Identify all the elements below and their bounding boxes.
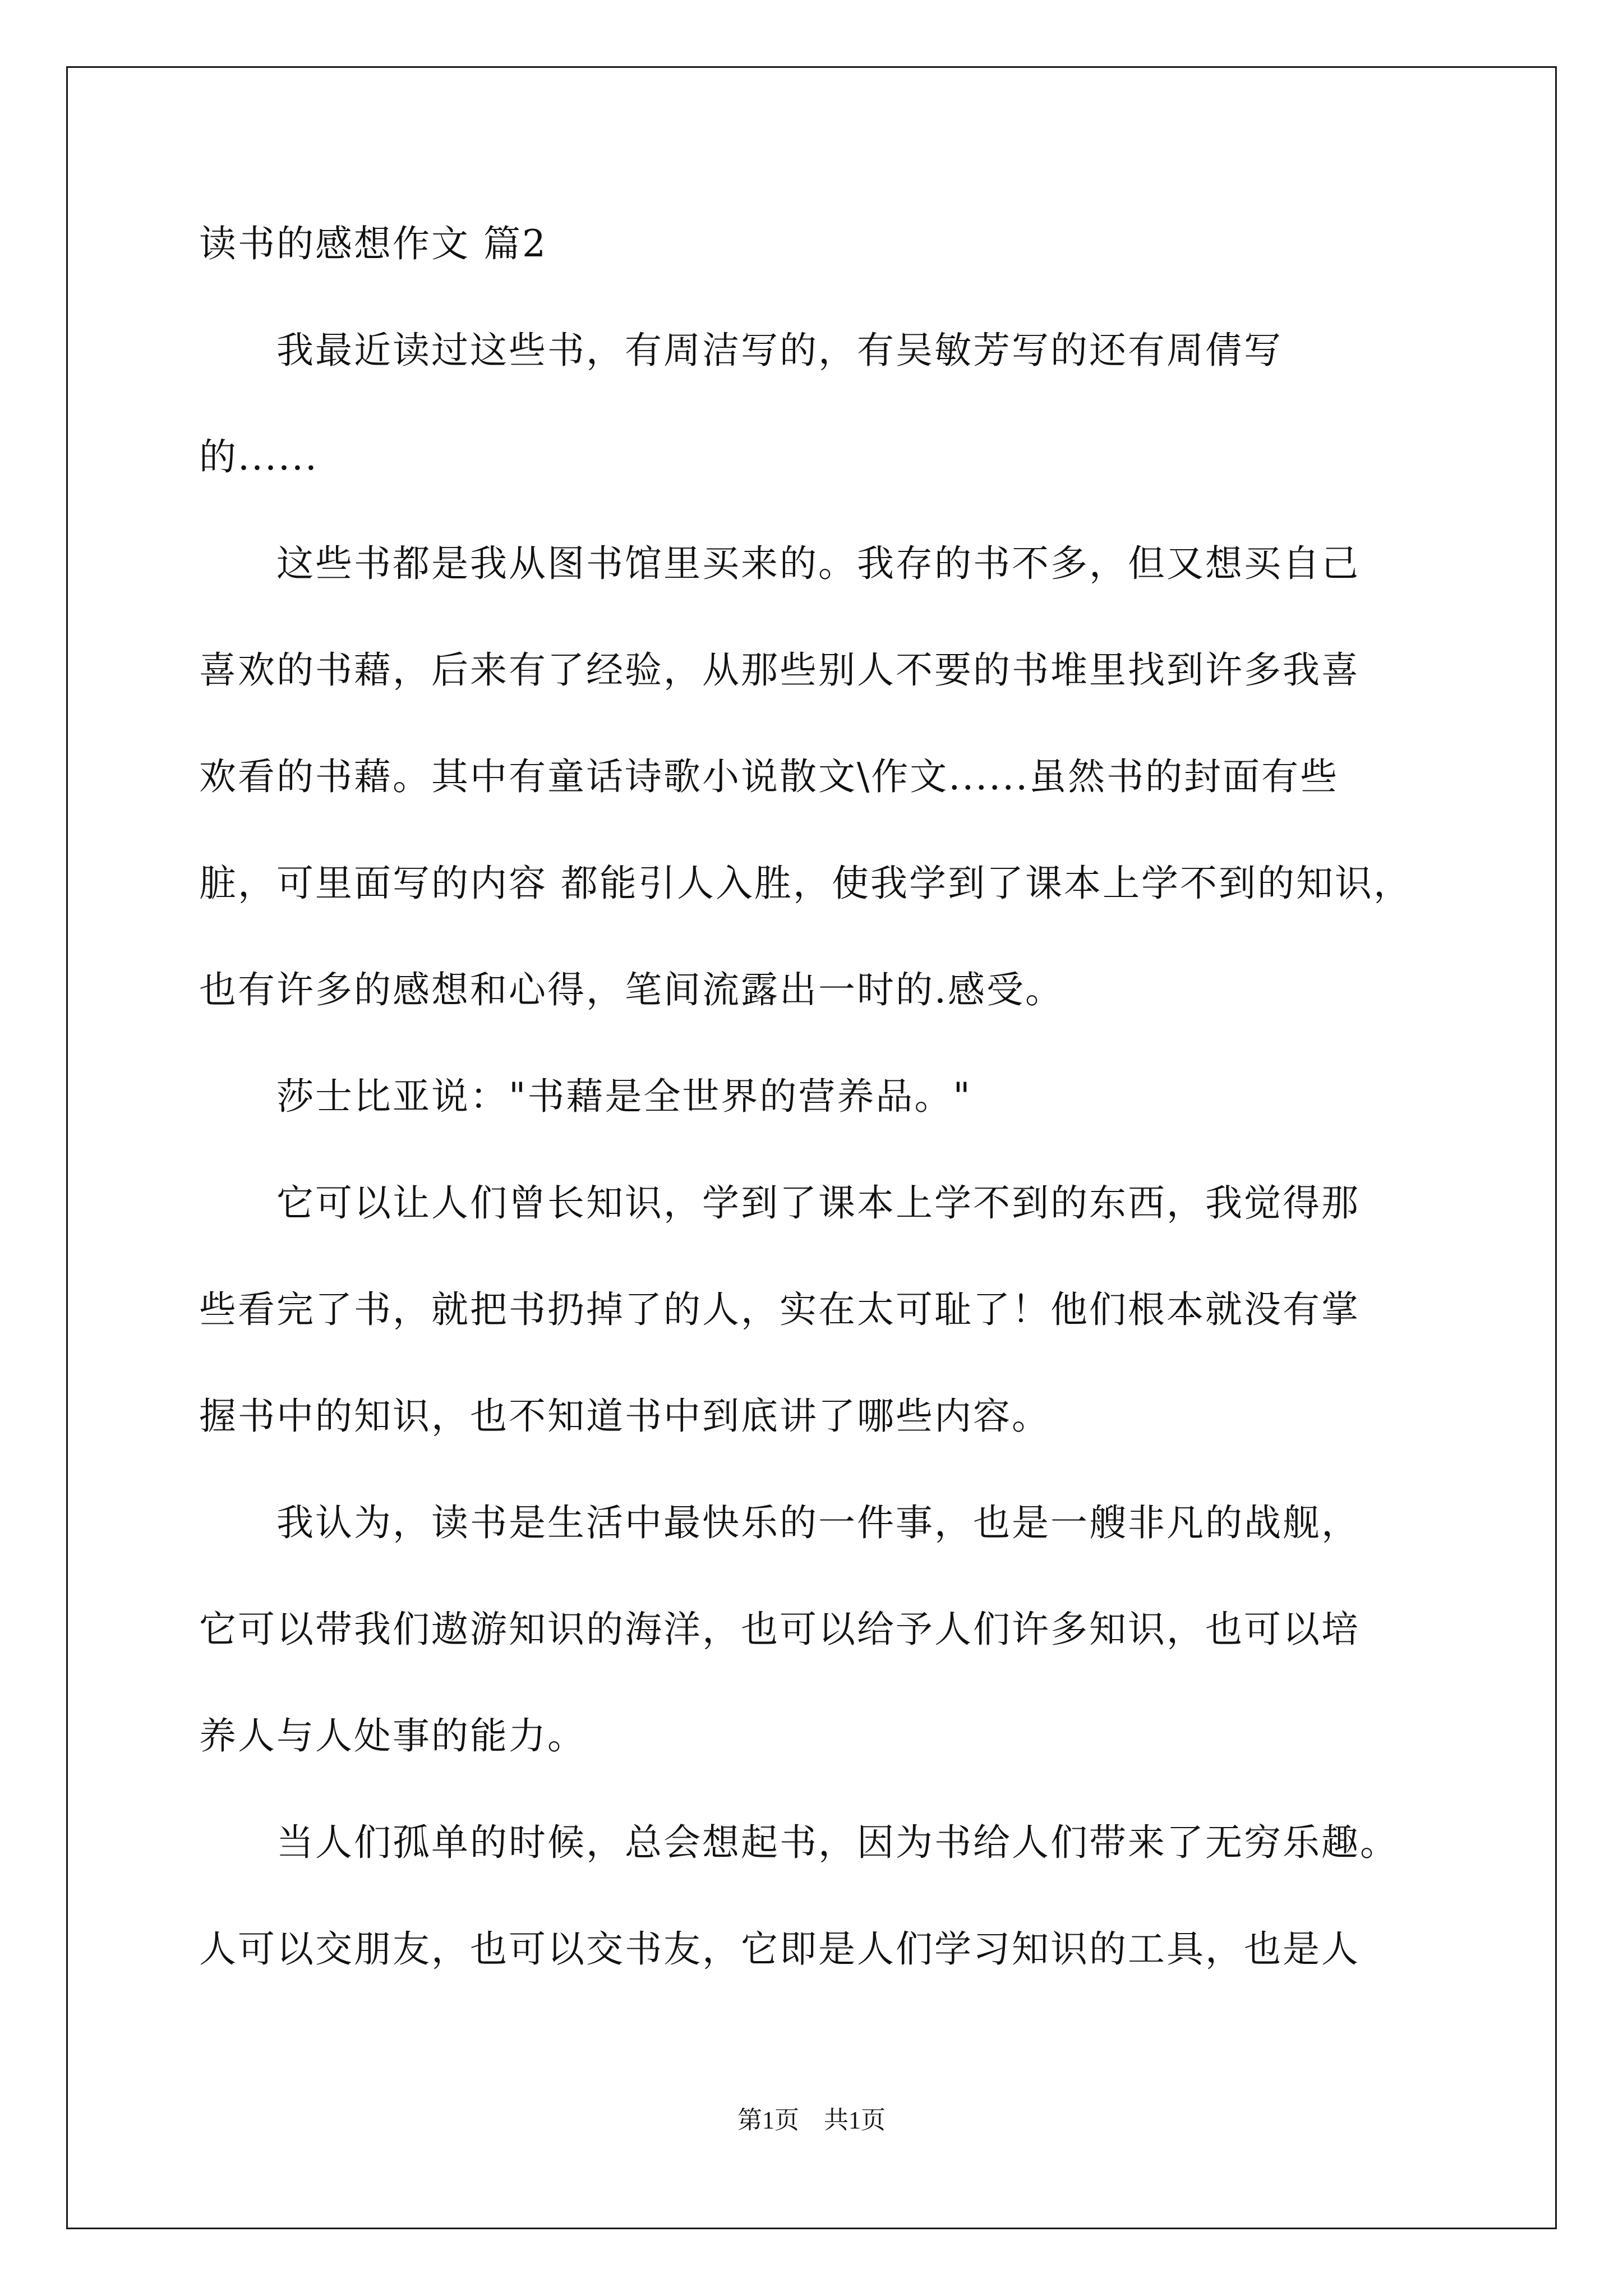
paragraph-line: 这些书都是我从图书馆里买来的。我存的书不多，但又想买自己 (199, 542, 1360, 585)
paragraph-line: 它可以带我们遨游知识的海洋，也可以给予人们许多知识，也可以培 (199, 1608, 1360, 1651)
paragraph-line: 人可以交朋友，也可以交书友，它即是人们学习知识的工具，也是人 (199, 1927, 1360, 1971)
paragraph-line: 莎士比亚说："书藉是全世界的营养品。" (199, 1075, 972, 1118)
paragraph-line: 它可以让人们曾长知识，学到了课本上学不到的东西，我觉得那 (199, 1181, 1360, 1225)
paragraph-line: 的...... (199, 435, 319, 478)
paragraph-line: 脏，可里面写的内容 都能引人入胜，使我学到了课本上学不到的知识， (199, 862, 1412, 905)
paragraph-line: 喜欢的书藉，后来有了经验，从那些别人不要的书堆里找到许多我喜 (199, 648, 1360, 692)
paragraph-line: 我最近读过这些书，有周洁写的，有吴敏芳写的还有周倩写 (199, 329, 1283, 372)
paragraph-line: 握书中的知识，也不知道书中到底讲了哪些内容。 (199, 1395, 1050, 1438)
paragraph-line: 欢看的书藉。其中有童话诗歌小说散文\作文......虽然书的封面有些 (199, 755, 1339, 798)
paragraph-line: 也有许多的感想和心得，笔间流露出一时的.感受。 (199, 968, 1064, 1011)
paragraph-line: 我认为，读书是生活中最快乐的一件事，也是一艘非凡的战舰， (199, 1501, 1360, 1544)
paragraph-line: 当人们孤单的时候，总会想起书，因为书给人们带来了无穷乐趣。 (199, 1821, 1399, 1864)
document-title: 读书的感想作文 篇2 (199, 222, 547, 265)
page-number-footer: 第1页 共1页 (737, 2106, 886, 2134)
paragraph-line: 些看完了书，就把书扔掉了的人，实在太可耻了！他们根本就没有掌 (199, 1288, 1360, 1331)
paragraph-line: 养人与人处事的能力。 (199, 1714, 586, 1757)
page-border (66, 66, 1557, 2229)
